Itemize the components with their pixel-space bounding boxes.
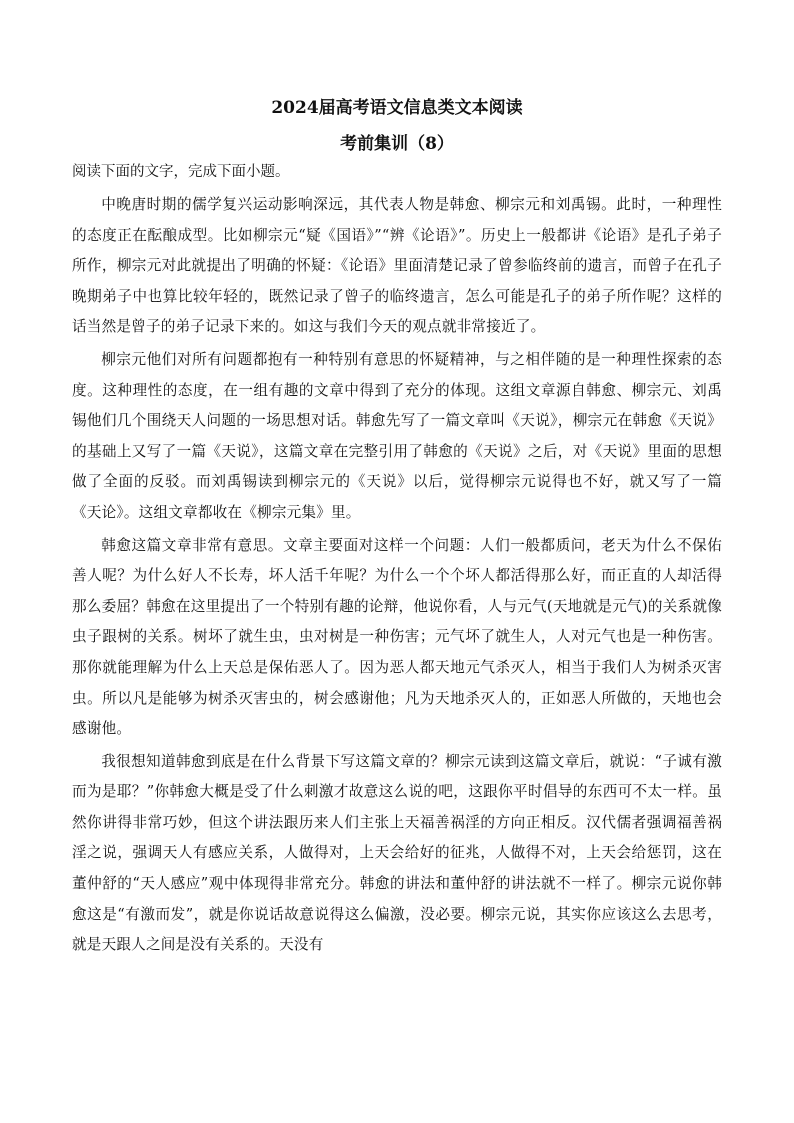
document-page: [72, 96, 722, 963]
instruction-text: 阅读下面的文字，完成下面小题。: [72, 164, 290, 180]
paragraph-2: 柳宗元他们对所有问题都抱有一种特别有意思的怀疑精神，与之相伴随的是一种理性探索的态度。这种理性的态度，在一组有趣的文章中得到了充分的体现。这组文章源自韩愈、柳宗元、刘禹锡他们几个围绕天人问题的一场思想对话。韩愈先写了一篇文章叫《天说》，柳宗元在韩愈《天说》的基础上又写了一篇《天说》，这篇文章在完整引用了韩愈的《天说》之后，对《天说》里面的思想做了全面的反驳。而刘禹锡读到柳宗元的《天说》以后，觉得柳宗元说得也不好，就又写了一篇《天论》。这组文章都收在《柳宗元集》里。: [72, 350, 722, 521]
paragraph-1: 中晚唐时期的儒学复兴运动影响深远，其代表人物是韩愈、柳宗元和刘禹锡。此时，一种理性的态度正在酝酿成型。比如柳宗元“疑《国语》”“辨《论语》”。历史上一般都讲《论语》是孔子弟子所作，柳宗元对此就提出了明确的怀疑：《论语》里面清楚记录了曾参临终前的遗言，而曾子在孔子晚期弟子中也算比较年轻的，既然记录了曾子的临终遗言，怎么可能是孔子的弟子所作呢？这样的话当然是曾子的弟子记录下来的。如这与我们今天的观点就非常接近了。: [72, 196, 722, 336]
paragraph-3: 韩愈这篇文章非常有意思。文章主要面对这样一个问题：人们一般都质问，老天为什么不保佑善人呢？为什么好人不长寿，坏人活千年呢？为什么一个个坏人都活得那么好，而正直的人却活得那么委屈？韩愈在这里提出了一个特别有趣的论辩，他说你看，人与元气(天地就是元气)的关系就像虫子跟树的关系。树坏了就生虫，虫对树是一种伤害；元气坏了就生人，人对元气也是一种伤害。那你就能理解为什么上天总是保佑恶人了。因为恶人都天地元气杀灭人，相当于我们人为树杀灭害虫。所以凡是能够为树杀灭害虫的，树会感谢他；凡为天地杀灭人的，正如恶人所做的，天地也会感谢他。: [72, 536, 722, 738]
document-title: 2024届高考语文信息类文本阅读: [271, 98, 523, 118]
document-subtitle: 考前集训（8）: [340, 134, 454, 154]
paragraph-4: 我很想知道韩愈到底是在什么背景下写这篇文章的？柳宗元读到这篇文章后，就说：“子诚有激而为是耶？”你韩愈大概是受了什么刺激才故意这么说的吧，这跟你平时倡导的东西可不太一样。虽然你讲得非常巧妙，但这个讲法跟历来人们主张上天福善祸淫的方向正相反。汉代儒者强调福善祸淫之说，强调天人有感应关系，人做得对，上天会给好的征兆，人做得不对，上天会给惩罚，这在董仲舒的“天人感应”观中体现得非常充分。韩愈的讲法和董仲舒的讲法就不一样了。柳宗元说你韩愈这是“有激而发”，就是你说话故意说得这么偏激，没必要。柳宗元说，其实你应该这么去思考，就是天跟人之间是没有关系的。天没有: [72, 752, 722, 954]
